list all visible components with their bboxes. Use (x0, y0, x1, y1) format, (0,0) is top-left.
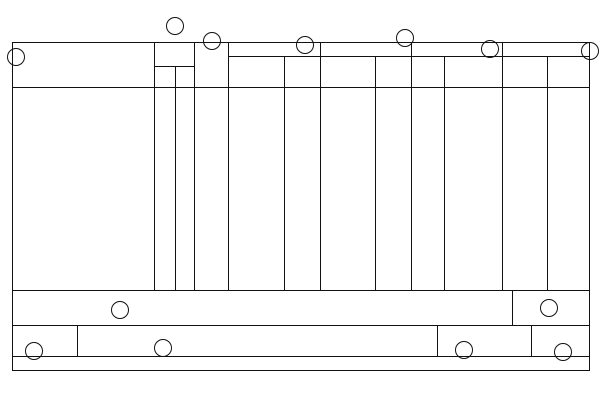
callout-5 (396, 29, 414, 47)
callout-13 (554, 343, 572, 361)
callout-4 (296, 36, 314, 54)
callout-3 (203, 32, 221, 50)
callout-6 (481, 40, 499, 58)
callout-9 (540, 299, 558, 317)
callout-2 (166, 17, 184, 35)
callout-1 (7, 48, 25, 66)
callout-11 (154, 339, 172, 357)
callout-12 (455, 341, 473, 359)
callout-7 (581, 42, 599, 60)
callout-8 (111, 301, 129, 319)
callout-10 (25, 342, 43, 360)
